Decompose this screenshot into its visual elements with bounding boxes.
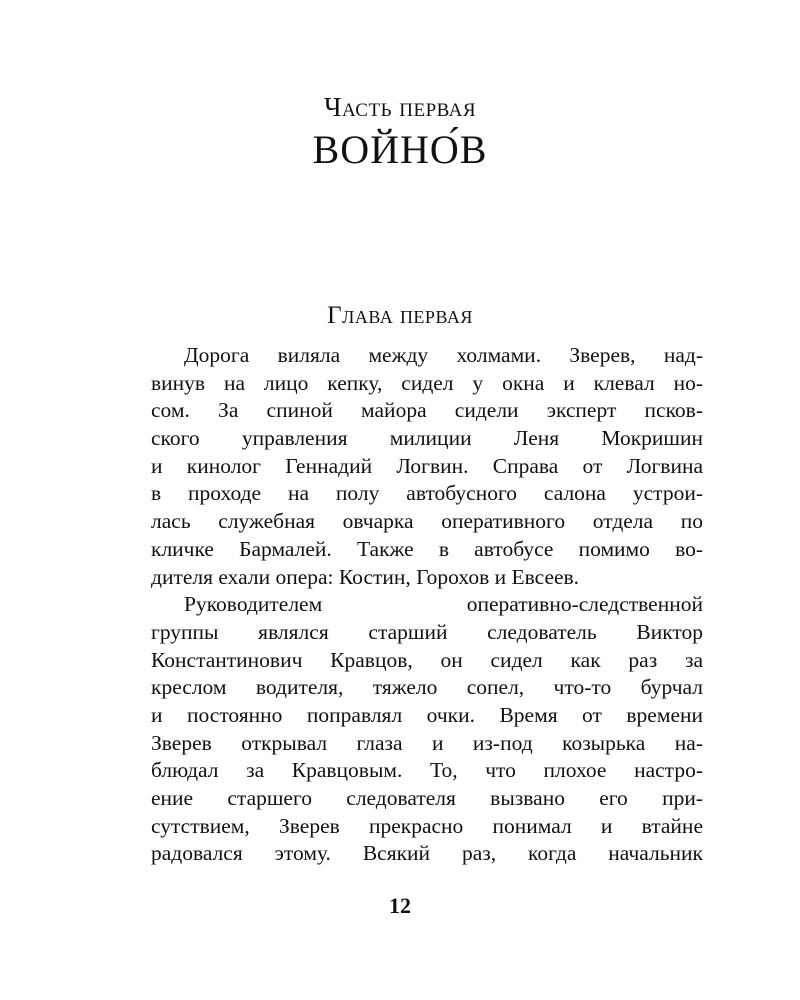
text-line: Зверев открывал глаза и из-под козырька на-: [151, 730, 703, 755]
text-line: винув на лицо кепку, сидел у окна и клевал но-: [151, 370, 703, 395]
text-line: креслом водителя, тяжело сопел, что-то бурчал: [151, 675, 703, 700]
chapter-title: Глава первая: [327, 302, 473, 329]
text-line: Дорога виляла между холмами. Зверев, над-: [184, 343, 703, 367]
text-line: ение старшего следователя вызвано его при-: [151, 786, 703, 810]
page-number: 12: [389, 893, 411, 918]
text-line: в проходе на полу автобусного салона устрои-: [151, 481, 703, 506]
text-line: лась служебная овчарка оперативного отдела по: [151, 509, 703, 534]
text-line: кличке Бармалей. Также в автобусе помимо во-: [151, 536, 703, 561]
text-line: сом. За спиной майора сидели эксперт псков-: [151, 398, 703, 423]
text-line: дителя ехали опера: Костин, Горохов и Евсеев.: [151, 564, 580, 589]
text-line: Константинович Кравцов, он сидел как раз за: [151, 647, 703, 672]
text-line: ского управления милиции Леня Мокришин: [151, 426, 703, 451]
text-line: и кинолог Геннадий Логвин. Справа от Логвина: [151, 453, 703, 478]
part-title: ВОЙНО́В: [312, 127, 488, 172]
text-line: и постоянно поправлял очки. Время от времени: [151, 702, 703, 727]
text-line: Руководителем оперативно-следственной: [184, 592, 703, 617]
text-line: сутствием, Зверев прекрасно понимал и втайне: [151, 813, 703, 838]
text-line: радовался этому. Всякий раз, когда начальник: [151, 841, 703, 866]
part-label: Часть первая: [323, 92, 477, 122]
text-line: группы являлся старший следователь Виктор: [151, 619, 703, 644]
text-line: блюдал за Кравцовым. То, что плохое настро-: [151, 758, 703, 783]
body-text: [151, 342, 703, 868]
